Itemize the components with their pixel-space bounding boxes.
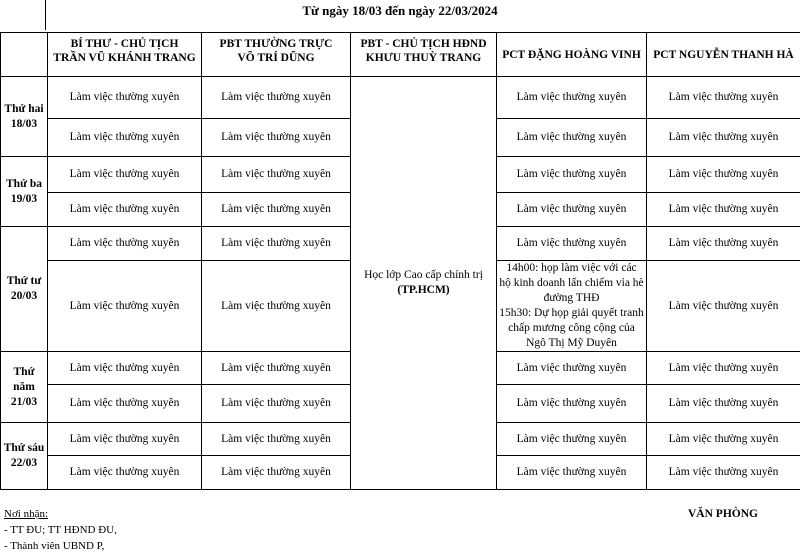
schedule-cell: Làm việc thường xuyên [497,385,647,423]
col-header-pct-vinh: PCT ĐẶNG HOÀNG VINH [497,33,647,77]
recipients-label: Nơi nhận: [4,506,117,522]
schedule-cell: Làm việc thường xuyên [48,423,202,456]
recipients-block [4,506,117,554]
schedule-cell: Làm việc thường xuyên [647,193,800,227]
schedule-cell: Làm việc thường xuyên [647,385,800,423]
day-label-tuesday: Thứ ba 19/03 [1,157,48,227]
day-label-wednesday: Thứ tư 20/03 [1,227,48,352]
schedule-cell: Làm việc thường xuyên [647,423,800,456]
schedule-cell: Làm việc thường xuyên [647,456,800,490]
schedule-cell: Làm việc thường xuyên [497,352,647,385]
col-header-bi-thu: BÍ THƯ - CHỦ TỊCH TRẦN VŨ KHÁNH TRANG [48,33,202,77]
schedule-cell: Làm việc thường xuyên [202,385,351,423]
col-header-pbt-thuong-truc: PBT THƯỜNG TRỰC VÕ TRÍ DŨNG [202,33,351,77]
schedule-cell: Làm việc thường xuyên [497,157,647,193]
schedule-cell: Làm việc thường xuyên [647,227,800,261]
schedule-cell: Làm việc thường xuyên [202,456,351,490]
schedule-cell: Làm việc thường xuyên [48,77,202,119]
schedule-cell: Làm việc thường xuyên [48,352,202,385]
office-signature: VĂN PHÒNG [688,508,758,520]
day-label-thursday: Thứ năm 21/03 [1,352,48,423]
special-meeting-note: 14h00: họp làm việc với các hộ kinh doanh lấn chiếm vỉa hè đường THĐ 15h30: Dự họp giải quyết tranh chấp mương công cộng của Ngô Thị Mỹ Duyên [497,261,647,352]
col-header-pct-ha: PCT NGUYỄN THANH HÀ [647,33,800,77]
schedule-cell: Làm việc thường xuyên [647,157,800,193]
work-schedule-table [0,32,800,490]
schedule-cell: Làm việc thường xuyên [202,119,351,157]
day-label-friday: Thứ sáu 22/03 [1,423,48,490]
date-range-title: Từ ngày 18/03 đến ngày 22/03/2024 [0,3,800,19]
schedule-cell: Làm việc thường xuyên [48,157,202,193]
schedule-cell: Làm việc thường xuyên [202,352,351,385]
schedule-cell: Làm việc thường xuyên [48,227,202,261]
col-header-pbt-hdnd: PBT - CHỦ TỊCH HĐND KHƯU THUỲ TRANG [351,33,497,77]
schedule-cell: Làm việc thường xuyên [202,193,351,227]
schedule-cell: Làm việc thường xuyên [48,456,202,490]
merged-cell-training: Học lớp Cao cấp chính trị (TP.HCM) [351,77,497,490]
day-label-monday: Thứ hai 18/03 [1,77,48,157]
recipient-item: - Thành viên UBND P, [4,538,117,554]
schedule-cell: Làm việc thường xuyên [647,352,800,385]
table-row [1,77,800,119]
schedule-cell: Làm việc thường xuyên [202,157,351,193]
schedule-cell: Làm việc thường xuyên [647,119,800,157]
schedule-cell: Làm việc thường xuyên [202,77,351,119]
schedule-cell: Làm việc thường xuyên [647,77,800,119]
corner-cell [1,33,48,77]
schedule-cell: Làm việc thường xuyên [497,77,647,119]
schedule-cell: Làm việc thường xuyên [202,261,351,352]
schedule-cell: Làm việc thường xuyên [202,423,351,456]
schedule-cell: Làm việc thường xuyên [497,193,647,227]
schedule-cell: Làm việc thường xuyên [48,385,202,423]
schedule-cell: Làm việc thường xuyên [497,456,647,490]
header-row [1,33,800,77]
schedule-cell: Làm việc thường xuyên [497,423,647,456]
schedule-cell: Làm việc thường xuyên [202,227,351,261]
schedule-cell: Làm việc thường xuyên [48,261,202,352]
schedule-cell: Làm việc thường xuyên [48,119,202,157]
schedule-cell: Làm việc thường xuyên [647,261,800,352]
schedule-cell: Làm việc thường xuyên [497,119,647,157]
recipient-item: - TT ĐU; TT HĐND ĐU, [4,522,117,538]
schedule-cell: Làm việc thường xuyên [497,227,647,261]
schedule-cell: Làm việc thường xuyên [48,193,202,227]
